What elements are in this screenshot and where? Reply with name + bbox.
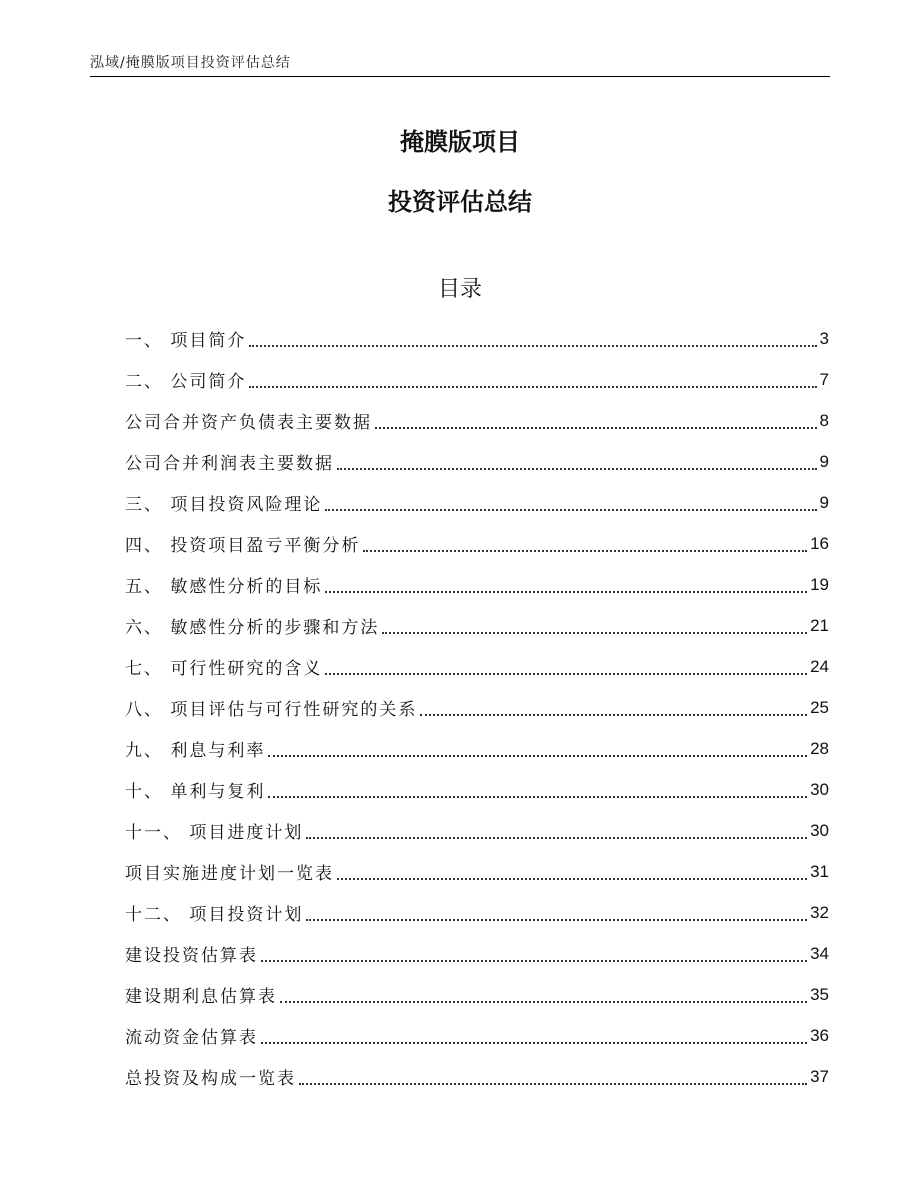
toc-entry[interactable]: [125, 523, 829, 564]
toc-entry-label: 十一、 项目进度计划: [125, 823, 304, 843]
toc-entry-page-number: 3: [819, 328, 829, 348]
toc-entry-page-number: 8: [819, 410, 829, 430]
toc-entry-label: 七、 可行性研究的含义: [125, 659, 323, 679]
toc-entry[interactable]: [125, 933, 829, 974]
toc-entry-label: 九、 利息与利率: [125, 741, 266, 761]
toc-dot-leader: [299, 1082, 807, 1085]
toc-entry-label: 总投资及构成一览表: [125, 1069, 296, 1089]
toc-entry[interactable]: [125, 646, 829, 687]
toc-dot-leader: [420, 713, 807, 716]
table-of-contents: [125, 318, 829, 1097]
running-header: 泓域/掩膜版项目投资评估总结: [90, 55, 291, 71]
toc-entry-label: 八、 项目评估与可行性研究的关系: [125, 700, 418, 720]
toc-entry-page-number: 31: [810, 861, 829, 881]
toc-entry-label: 公司合并利润表主要数据: [125, 454, 334, 474]
toc-dot-leader: [261, 959, 807, 962]
toc-dot-leader: [280, 1000, 807, 1003]
toc-dot-leader: [382, 631, 807, 634]
toc-entry[interactable]: [125, 769, 829, 810]
toc-entry[interactable]: [125, 359, 829, 400]
toc-entry-page-number: 9: [819, 451, 829, 471]
toc-entry-page-number: 21: [810, 615, 829, 635]
toc-entry-page-number: 30: [810, 820, 829, 840]
toc-heading: 目录: [437, 277, 482, 302]
toc-dot-leader: [306, 836, 807, 839]
toc-entry-page-number: 19: [810, 574, 829, 594]
toc-entry-label: 一、 项目简介: [125, 331, 247, 351]
toc-entry-page-number: 34: [810, 943, 829, 963]
toc-dot-leader: [325, 508, 816, 511]
toc-entry-page-number: 25: [810, 697, 829, 717]
toc-dot-leader: [261, 1041, 807, 1044]
toc-entry[interactable]: [125, 851, 829, 892]
toc-entry-page-number: 35: [810, 984, 829, 1004]
toc-entry-page-number: 16: [810, 533, 829, 553]
toc-entry-page-number: 37: [810, 1066, 829, 1086]
toc-dot-leader: [268, 795, 807, 798]
toc-entry-label: 四、 投资项目盈亏平衡分析: [125, 536, 361, 556]
toc-dot-leader: [363, 549, 807, 552]
document-title-line1: 掩膜版项目: [400, 128, 520, 156]
toc-entry-page-number: 30: [810, 779, 829, 799]
toc-entry-label: 建设投资估算表: [125, 946, 258, 966]
header-rule: [90, 76, 830, 77]
toc-entry[interactable]: [125, 400, 829, 441]
toc-dot-leader: [268, 754, 807, 757]
toc-entry-label: 流动资金估算表: [125, 1028, 258, 1048]
toc-entry[interactable]: [125, 728, 829, 769]
toc-entry-label: 六、 敏感性分析的步骤和方法: [125, 618, 380, 638]
toc-entry[interactable]: [125, 564, 829, 605]
toc-entry-page-number: 32: [810, 902, 829, 922]
toc-dot-leader: [249, 385, 816, 388]
toc-entry[interactable]: [125, 441, 829, 482]
toc-dot-leader: [325, 590, 807, 593]
toc-dot-leader: [325, 672, 807, 675]
toc-entry-label: 二、 公司简介: [125, 372, 247, 392]
toc-entry-label: 项目实施进度计划一览表: [125, 864, 334, 884]
toc-entry[interactable]: [125, 1056, 829, 1097]
toc-entry[interactable]: [125, 810, 829, 851]
toc-entry-label: 十、 单利与复利: [125, 782, 266, 802]
toc-dot-leader: [249, 344, 816, 347]
document-title-line2: 投资评估总结: [388, 188, 532, 216]
toc-entry[interactable]: [125, 687, 829, 728]
toc-entry[interactable]: [125, 482, 829, 523]
toc-entry-page-number: 24: [810, 656, 829, 676]
toc-entry-label: 公司合并资产负债表主要数据: [125, 413, 372, 433]
toc-entry[interactable]: [125, 1015, 829, 1056]
toc-dot-leader: [337, 467, 817, 470]
toc-entry-label: 三、 项目投资风险理论: [125, 495, 323, 515]
toc-entry-label: 十二、 项目投资计划: [125, 905, 304, 925]
toc-dot-leader: [337, 877, 807, 880]
toc-entry[interactable]: [125, 318, 829, 359]
toc-entry-page-number: 28: [810, 738, 829, 758]
toc-entry[interactable]: [125, 605, 829, 646]
toc-entry-label: 五、 敏感性分析的目标: [125, 577, 323, 597]
toc-entry-page-number: 36: [810, 1025, 829, 1045]
toc-dot-leader: [375, 426, 817, 429]
toc-entry[interactable]: [125, 892, 829, 933]
toc-entry-page-number: 7: [819, 369, 829, 389]
toc-entry-label: 建设期利息估算表: [125, 987, 277, 1007]
toc-entry[interactable]: [125, 974, 829, 1015]
toc-dot-leader: [306, 918, 807, 921]
toc-entry-page-number: 9: [819, 492, 829, 512]
